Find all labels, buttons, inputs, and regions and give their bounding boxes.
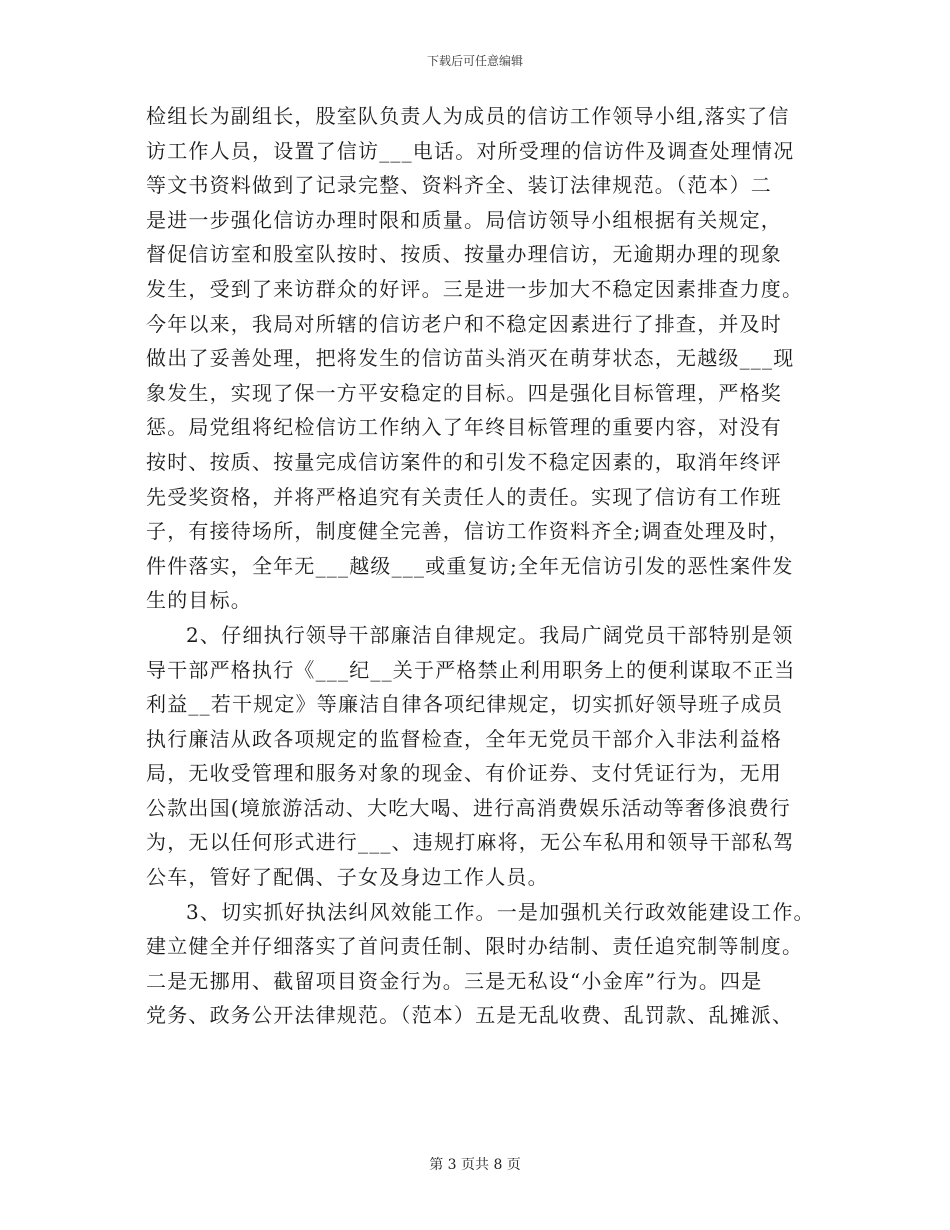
text-line: 等文书资料做到了记录完整、资料齐全、装订法律规范。（范本）二: [146, 173, 772, 198]
text-line: 利益__若干规定》等廉洁自律各项纪律规定，切实抓好领导班子成员: [146, 692, 784, 717]
text-line: 访工作人员，设置了信访___电话。对所受理的信访件及调查处理情况: [146, 138, 795, 163]
text-line: 二是无挪用、截留项目资金行为。三是无私设“小金库”行为。四是: [146, 968, 763, 993]
text-line: 导干部严格执行《___纪__关于严格禁止利用职务上的便利谋取不正当: [146, 657, 796, 682]
text-line: 象发生，实现了保一方平安稳定的目标。四是强化目标管理，严格奖: [146, 380, 782, 405]
text-line: 是进一步强化信访办理时限和质量。局信访领导小组根据有关规定，: [146, 207, 782, 232]
text-line: 做出了妥善处理，把将发生的信访苗头消灭在萌芽状态，无越级___现: [146, 346, 795, 371]
text-line: 督促信访室和股室队按时、按质、按量办理信访，无逾期办理的现象: [146, 242, 782, 267]
text-line: 今年以来，我局对所辖的信访老户和不稳定因素进行了排查，并及时: [146, 311, 782, 336]
text-line: 发生，受到了来访群众的好评。三是进一步加大不稳定因素排查力度。: [146, 276, 804, 301]
page-number-footer: 第 3 页共 8 页: [429, 1157, 521, 1173]
text-line: 为，无以任何形式进行___、违规打麻将，无公车私用和领导干部私驾: [146, 830, 795, 855]
text-line: 件件落实，全年无___越级___或重复访;全年无信访引发的恶性案件发: [146, 553, 794, 578]
page-header: 下载后可任意编辑: [426, 54, 523, 68]
text-line: 公车，管好了配偶、子女及身边工作人员。: [146, 865, 549, 890]
text-line: 执行廉洁从政各项规定的监督检查，全年无党员干部介入非法利益格: [146, 726, 782, 751]
text-line: 公款出国(境旅游活动、大吃大喝、进行高消费娱乐活动等奢侈浪费行: [146, 795, 792, 820]
text-line: 检组长为副组长，股室队负责人为成员的信访工作领导小组,落实了信: [146, 104, 790, 128]
text-line: 先受奖资格，并将严格追究有关责任人的责任。实现了信访有工作班: [146, 484, 782, 509]
text-line: 党务、政务公开法律规范。（范本）五是无乱收费、乱罚款、乱摊派、: [146, 1003, 794, 1028]
paragraph-start-line: 2、仔细执行领导干部廉洁自律规定。我局广阔党员干部特别是领: [186, 622, 794, 647]
text-line: 按时、按质、按量完成信访案件的和引发不稳定因素的，取消年终评: [146, 449, 782, 474]
text-line: 建立健全并仔细落实了首问责任制、限时办结制、责任追究制等制度。: [146, 934, 804, 959]
text-line: 生的目标。: [146, 588, 252, 613]
text-line: 惩。局党组将纪检信访工作纳入了年终目标管理的重要内容，对没有: [146, 415, 782, 440]
text-line: 局，无收受管理和服务对象的现金、有价证券、支付凭证行为，无用: [146, 761, 782, 786]
text-line: 子，有接待场所，制度健全完善，信访工作资料齐全;调查处理及时，: [146, 519, 790, 544]
paragraph-start-line: 3、切实抓好执法纠风效能工作。一是加强机关行政效能建设工作。: [186, 899, 815, 924]
document-body: [146, 106, 826, 1040]
